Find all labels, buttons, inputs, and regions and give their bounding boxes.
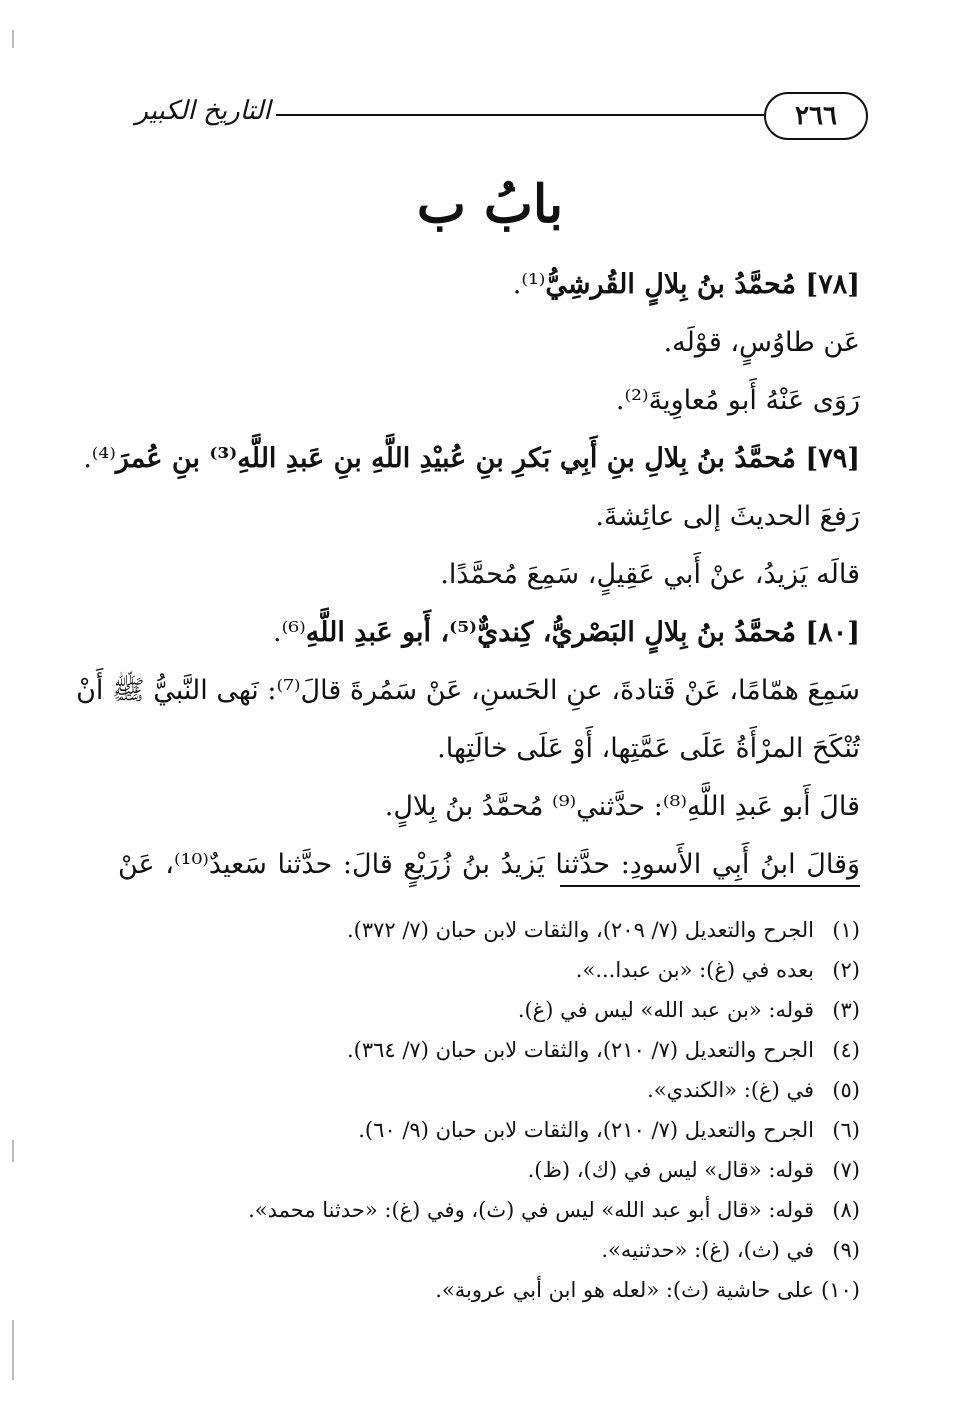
footnote-text: قوله: «قال أبو عبد الله» ليس في (ث)، وفي (غ): «حدثنا محمد». <box>248 1198 814 1222</box>
text-line: رَفعَ الحديثَ إلى عائِشةَ. <box>595 501 860 532</box>
chapter-title: بابُ ب <box>416 174 564 235</box>
book-title: التاريخ الكبير <box>135 96 271 126</box>
footnote-number: (٦) <box>832 1118 860 1142</box>
footnote-text: قوله: «قال» ليس في (ك)، (ظ). <box>527 1158 814 1182</box>
footnote <box>118 1270 860 1310</box>
margin-mark <box>12 30 14 48</box>
footnote <box>118 950 860 990</box>
header-rule <box>276 114 766 116</box>
text-line: تُنْكَحَ المرْأَةُ عَلَى عَمَّتِها، أَوْ عَلَى خالَتِها. <box>437 733 860 764</box>
entry-heading <box>118 604 860 662</box>
footnote <box>118 1190 860 1230</box>
entry-number: [٨٠] <box>796 617 860 648</box>
footnote <box>118 910 860 950</box>
footnote-number: (٥) <box>832 1078 860 1102</box>
footnote-number: (٣) <box>832 998 860 1022</box>
footnote-text: قوله: «بن عبد الله» ليس في (غ). <box>517 998 814 1022</box>
entry-name: مُحمَّدُ بنُ بِلالِ بنِ أَبِي بَكرِ بنِ عُبيْدِ اللَّهِ بنِ عَبدِ اللَّهِ⁽³⁾ بنِ عُمرَ <box>115 443 797 474</box>
text-line: وَقالَ ابنُ أَبِي الأَسودِ: حدَّثنا يَزيدُ بنُ زُرَيْعٍ قالَ: حدَّثنا سَعيدٌ⁽¹⁰⁾، عَنْ <box>118 849 861 880</box>
footnote-text: في (ث)، (غ): «حدثنيه». <box>601 1238 814 1262</box>
footnote <box>118 990 860 1030</box>
footnote-text: على حاشية (ث): «لعله هو ابن أبي عروبة». <box>435 1278 814 1302</box>
footnote <box>118 1070 860 1110</box>
text-line: قالَ أَبو عَبدِ اللَّهِ⁽⁸⁾: حدَّثني⁽⁹⁾ مُحمَّدُ بنُ بِلالٍ. <box>384 791 860 822</box>
footnote-text: الجرح والتعديل (٧/ ٢١٠)، والثقات لابن حبان (٩/ ٦٠). <box>358 1118 814 1142</box>
footnote <box>118 1110 860 1150</box>
footnote-number: (٢) <box>832 958 860 982</box>
footnote <box>118 1230 860 1270</box>
margin-mark <box>12 1320 14 1380</box>
footnote-number: (٨) <box>832 1198 860 1222</box>
entry-suffix: ⁽⁴⁾. <box>83 443 116 474</box>
footnote-separator <box>560 885 860 887</box>
footnote-number: (٩) <box>832 1238 860 1262</box>
margin-mark <box>12 1140 14 1162</box>
entry-number: [٧٨] <box>796 269 860 300</box>
footnote-number: (٤) <box>832 1038 860 1062</box>
footnote-number: (١٠) <box>821 1278 860 1302</box>
footnote-number: (٧) <box>832 1158 860 1182</box>
footnote-number: (١) <box>832 918 860 942</box>
entry-suffix: ⁽¹⁾. <box>512 269 546 300</box>
footnote-text: في (غ): «الكندي». <box>647 1078 814 1102</box>
text-line: سَمِعَ همّامًا، عَنْ قَتادةَ، عنِ الحَسنِ، عَنْ سَمُرةَ قالَ⁽⁷⁾: نَهى النَّبيُّ ﷺ أَنْ <box>76 675 860 706</box>
main-text <box>76 256 861 894</box>
entry-suffix: ⁽⁶⁾. <box>273 617 306 648</box>
footnote-text: الجرح والتعديل (٧/ ٢١٠)، والثقات لابن حبان (٧/ ٣٦٤). <box>346 1038 814 1062</box>
running-header <box>128 92 868 140</box>
entry-name: مُحمَّدُ بنُ بِلالٍ البَصْريُّ، كِنديٌّ⁽⁵⁾، أَبو عَبدِ اللَّهِ <box>305 617 797 648</box>
footnote-text: الجرح والتعديل (٧/ ٢٠٩)، والثقات لابن حبان (٧/ ٣٧٢). <box>346 918 814 942</box>
entry-name: مُحمَّدُ بنُ بِلالٍ القُرشِيُّ <box>545 269 797 300</box>
entry-number: [٧٩] <box>796 443 860 474</box>
footnotes <box>118 910 860 1310</box>
entry-heading <box>83 430 860 488</box>
footnote <box>118 1030 860 1070</box>
text-line: عَن طاوُسٍ، قوْلَه. <box>663 327 860 358</box>
text-line: رَوَى عَنْهُ أَبو مُعاوِيةَ⁽²⁾. <box>615 385 860 416</box>
text-line: قالَه يَزيدُ، عنْ أَبي عَقِيلٍ، سَمِعَ مُحمَّدًا. <box>440 559 860 590</box>
page-number: ٢٦٦ <box>764 92 868 140</box>
entry-heading <box>118 256 860 314</box>
footnote-text: بعده في (غ): «بن عبدا...». <box>575 958 814 982</box>
footnote <box>118 1150 860 1190</box>
